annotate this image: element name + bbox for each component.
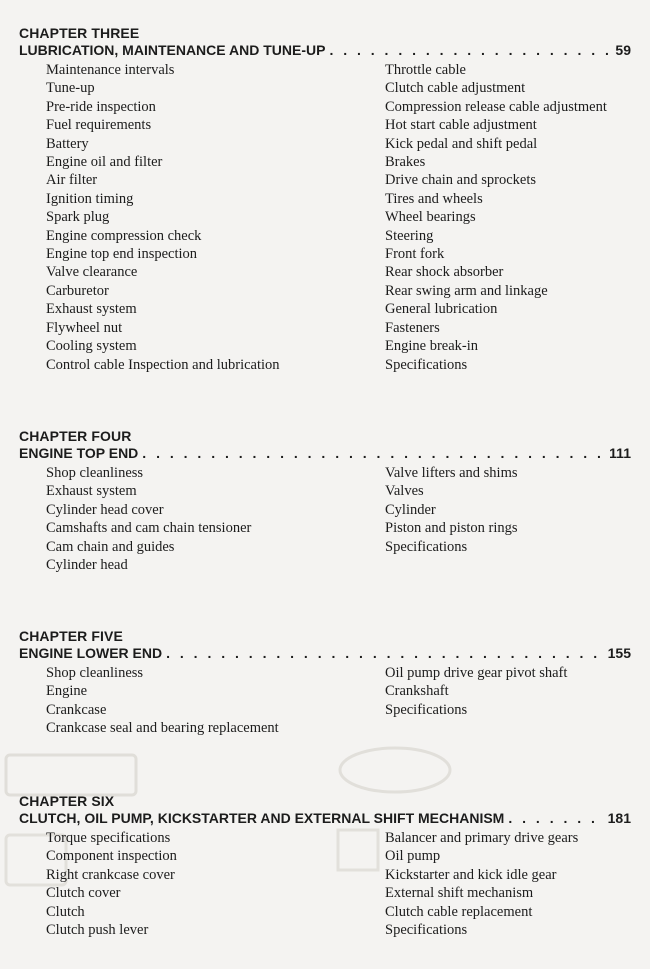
chapter-page-number: 181 (607, 810, 631, 826)
topic-item[interactable]: Engine break-in (385, 338, 479, 355)
topic-item[interactable]: Engine top end inspection (46, 246, 198, 263)
topic-list-right (385, 464, 518, 556)
topic-item[interactable]: Specifications (385, 538, 468, 555)
topic-item[interactable]: Pre-ride inspection (46, 98, 156, 115)
topic-item[interactable]: Crankcase seal and bearing replacement (46, 720, 279, 737)
topic-item[interactable]: Throttle cable (385, 62, 466, 78)
topic-item[interactable]: Front fork (385, 246, 445, 263)
topic-item[interactable]: Right crankcase cover (46, 866, 175, 883)
topic-list-left (46, 61, 280, 374)
topic-item[interactable]: Balancer and primary drive gears (385, 830, 579, 846)
topic-item[interactable]: Clutch (46, 903, 85, 920)
topic-item[interactable]: Control cable Inspection and lubrication (46, 356, 280, 373)
topic-item[interactable]: Clutch push lever (46, 922, 149, 939)
topic-item[interactable]: Rear swing arm and linkage (385, 282, 548, 299)
topic-item[interactable]: Crankshaft (385, 683, 449, 700)
topic-item[interactable]: Specifications (385, 922, 468, 939)
topic-item[interactable]: Fasteners (385, 319, 440, 336)
topic-list-right (385, 664, 567, 719)
topic-item[interactable]: Fuel requirements (46, 117, 152, 134)
topic-item[interactable]: Shop cleanliness (46, 465, 144, 481)
topic-item[interactable]: Steering (385, 227, 434, 244)
topic-item[interactable]: Cooling system (46, 338, 137, 355)
topic-item[interactable]: Oil pump (385, 848, 441, 865)
topic-item[interactable]: Valve clearance (46, 264, 138, 281)
topic-item[interactable]: External shift mechanism (385, 885, 534, 902)
topic-item[interactable]: Rear shock absorber (385, 264, 504, 281)
topic-item[interactable]: Component inspection (46, 848, 177, 865)
topic-item[interactable]: Shop cleanliness (46, 665, 144, 681)
dot-leader (142, 445, 605, 462)
topic-item[interactable]: Cylinder head (46, 557, 128, 574)
topic-item[interactable]: Cylinder head cover (46, 501, 164, 518)
topic-item[interactable]: Carburetor (46, 282, 109, 299)
chapter-four (19, 428, 631, 574)
topic-list-left (46, 464, 251, 574)
topic-item[interactable]: Clutch cover (46, 885, 121, 902)
topic-item[interactable]: Wheel bearings (385, 209, 476, 226)
chapter-three (19, 25, 631, 373)
topic-item[interactable]: Battery (46, 135, 89, 152)
topic-item[interactable]: Kickstarter and kick idle gear (385, 866, 557, 883)
topic-item[interactable]: Kick pedal and shift pedal (385, 135, 538, 152)
chapter-six (19, 793, 631, 939)
topic-item[interactable]: Hot start cable adjustment (385, 117, 537, 134)
chapter-title-row[interactable] (19, 445, 631, 462)
topic-item[interactable]: Exhaust system (46, 301, 137, 318)
topic-item[interactable]: Specifications (385, 701, 468, 718)
topic-item[interactable]: Engine compression check (46, 227, 202, 244)
topic-item[interactable]: Torque specifications (46, 830, 171, 846)
topic-list-right (385, 829, 578, 939)
chapter-number: CHAPTER FIVE (19, 628, 123, 644)
topic-item[interactable]: Tires and wheels (385, 190, 483, 207)
topic-list-left (46, 829, 177, 939)
chapter-page-number: 59 (615, 42, 631, 58)
topic-item[interactable]: Piston and piston rings (385, 520, 518, 537)
topic-item[interactable]: Valve lifters and shims (385, 465, 518, 481)
topic-item[interactable]: Drive chain and sprockets (385, 172, 536, 189)
topic-item[interactable]: Spark plug (46, 209, 110, 226)
dot-leader (508, 810, 603, 827)
topic-item[interactable]: Air filter (46, 172, 98, 189)
topic-item[interactable]: Exhaust system (46, 483, 137, 500)
chapter-title-row[interactable] (19, 645, 631, 662)
chapter-title-row[interactable] (19, 42, 631, 59)
topic-list-left (46, 664, 279, 738)
topic-item[interactable]: Tune-up (46, 80, 95, 97)
chapter-five (19, 628, 631, 737)
chapter-page-number: 111 (609, 445, 631, 461)
topic-item[interactable]: Crankcase (46, 701, 107, 718)
chapter-number: CHAPTER THREE (19, 25, 140, 41)
topic-item[interactable]: Valves (385, 483, 424, 500)
topic-item[interactable]: Clutch cable adjustment (385, 80, 526, 97)
topic-item[interactable]: Cylinder (385, 501, 436, 518)
topic-item[interactable]: Oil pump drive gear pivot shaft (385, 665, 568, 681)
topic-item[interactable]: Engine (46, 683, 88, 700)
dot-leader (166, 645, 604, 662)
topic-item[interactable]: Clutch cable replacement (385, 903, 533, 920)
topic-item[interactable]: General lubrication (385, 301, 498, 318)
topic-item[interactable]: Camshafts and cam chain tensioner (46, 520, 252, 537)
topic-list-right (385, 61, 607, 374)
chapter-number: CHAPTER FOUR (19, 428, 132, 444)
chapter-page-number: 155 (607, 645, 631, 661)
topic-item[interactable]: Engine oil and filter (46, 154, 163, 171)
topic-item[interactable]: Cam chain and guides (46, 538, 175, 555)
topic-item[interactable]: Ignition timing (46, 190, 134, 207)
topic-item[interactable]: Brakes (385, 154, 426, 171)
chapter-number: CHAPTER SIX (19, 793, 115, 809)
chapter-title: ENGINE TOP END (19, 445, 139, 461)
topic-item[interactable]: Maintenance intervals (46, 62, 175, 78)
topic-item[interactable]: Compression release cable adjustment (385, 98, 607, 115)
chapter-title: LUBRICATION, MAINTENANCE AND TUNE-UP (19, 42, 326, 58)
chapter-title: CLUTCH, OIL PUMP, KICKSTARTER AND EXTERNAL SHIFT MECHANISM (19, 810, 505, 826)
topic-item[interactable]: Specifications (385, 356, 468, 373)
chapter-title: ENGINE LOWER END (19, 645, 163, 661)
dot-leader (329, 42, 611, 59)
chapter-title-row[interactable] (19, 810, 631, 827)
topic-item[interactable]: Flywheel nut (46, 319, 123, 336)
